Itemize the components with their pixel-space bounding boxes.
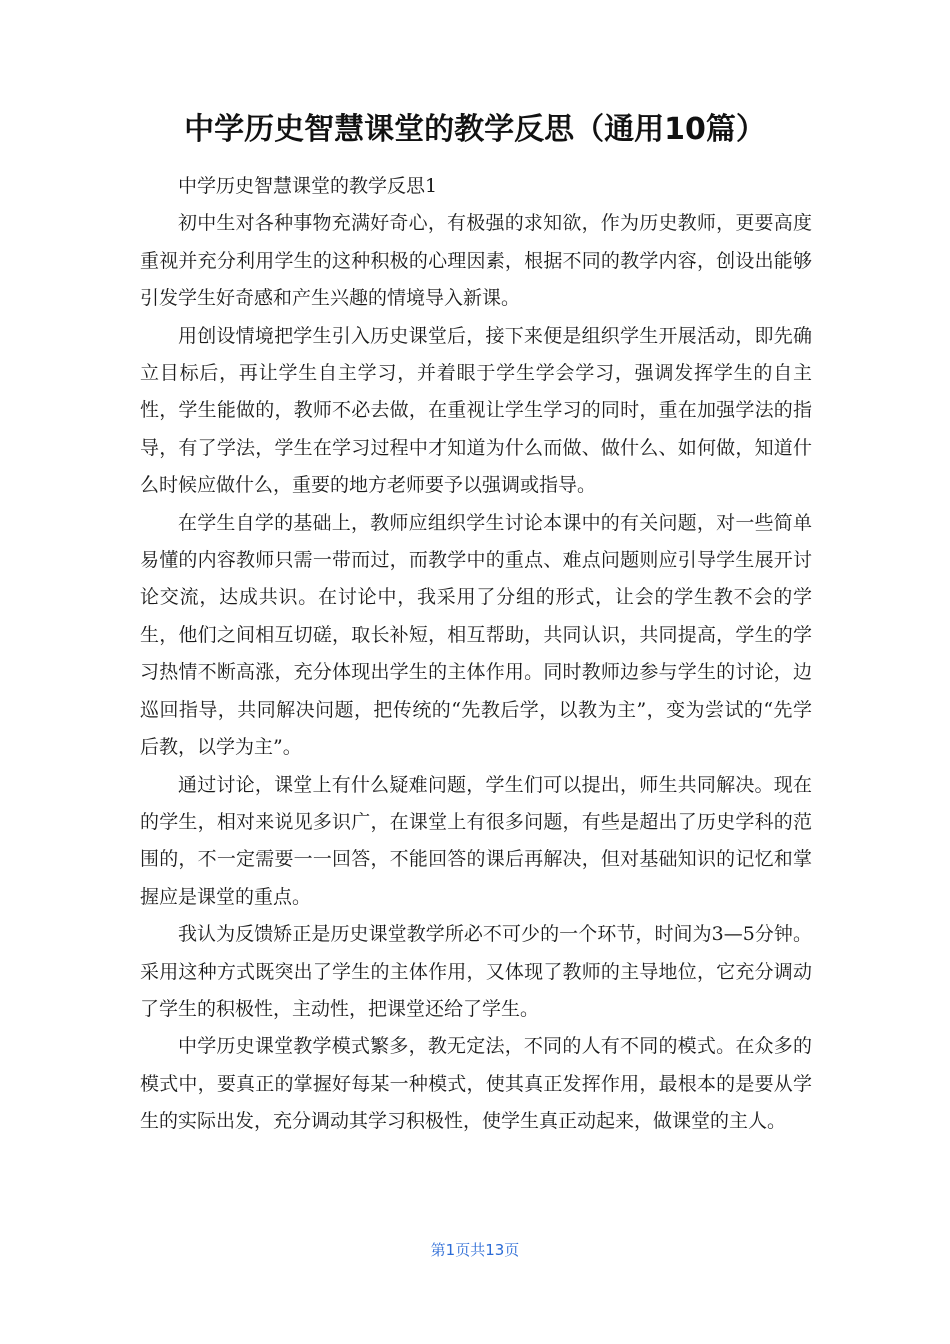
document-body	[140, 168, 812, 1141]
paragraph-6: 中学历史课堂教学模式繁多，教无定法，不同的人有不同的模式。在众多的模式中，要真正的掌握好每某一种模式，使其真正发挥作用，最根本的是要从学生的实际出发，充分调动其学习积极性，使学生真正动起来，做课堂的主人。	[140, 1035, 812, 1133]
paragraph-1: 初中生对各种事物充满好奇心，有极强的求知欲，作为历史教师，更要高度重视并充分利用学生的这种积极的心理因素，根据不同的教学内容，创设出能够引发学生好奇感和产生兴趣的情境导入新课。	[140, 212, 812, 310]
paragraph-3: 在学生自学的基础上，教师应组织学生讨论本课中的有关问题，对一些简单易懂的内容教师只需一带而过，而教学中的重点、难点问题则应引导学生展开讨论交流，达成共识。在讨论中，我采用了分组的形式，让会的学生教不会的学生，他们之间相互切磋，取长补短，相互帮助，共同认识，共同提高，学生的学习热情不断高涨，充分体现出学生的主体作用。同时教师边参与学生的讨论，边巡回指导，共同解决问题，把传统的“先教后学，以教为主”，变为尝试的“先学后教，以学为主”。	[140, 511, 812, 759]
document-title: 中学历史智慧课堂的教学反思（通用10篇）	[184, 112, 766, 147]
paragraph-2: 用创设情境把学生引入历史课堂后，接下来便是组织学生开展活动，即先确立目标后，再让学生自主学习，并着眼于学生学会学习，强调发挥学生的自主性，学生能做的，教师不必去做，在重视让学生学习的同时，重在加强学法的指导，有了学法，学生在学习过程中才知道为什么而做、做什么、如何做，知道什么时候应做什么，重要的地方老师要予以强调或指导。	[140, 324, 812, 497]
paragraph-5: 我认为反馈矫正是历史课堂教学所必不可少的一个环节，时间为3—5分钟。采用这种方式既突出了学生的主体作用，又体现了教师的主导地位，它充分调动了学生的积极性，主动性，把课堂还给了学生。	[140, 923, 812, 1020]
paragraph-4: 通过讨论，课堂上有什么疑难问题，学生们可以提出，师生共同解决。现在的学生，相对来说见多识广，在课堂上有很多问题，有些是超出了历史学科的范围的，不一定需要一一回答，不能回答的课后再解决，但对基础知识的记忆和掌握应是课堂的重点。	[140, 773, 812, 908]
page-number-footer: 第1页共13页	[430, 1241, 520, 1259]
section-heading: 中学历史智慧课堂的教学反思1	[178, 175, 438, 197]
